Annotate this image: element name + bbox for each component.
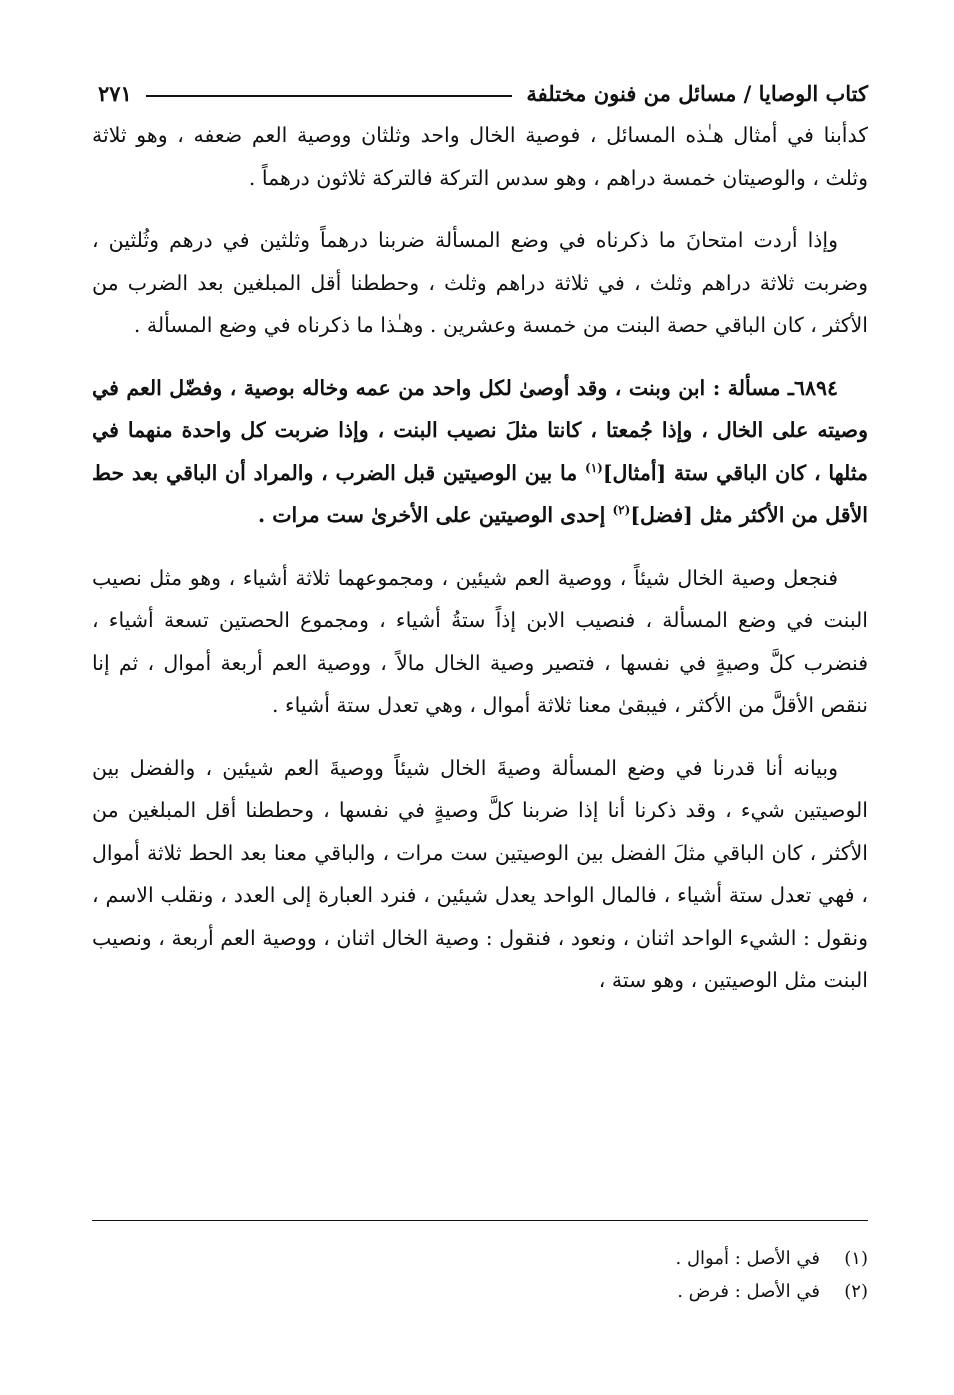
footnote-ref-2: (٢) — [612, 503, 631, 518]
masala-text-a: ٦٨٩٤ـ مسألة : ابن وبنت ، وقد أوصىٰ لكل واحد من عمه وخاله بوصية ، وفضّل العم في وصيته على الخال ، وإذا جُمعتا ، كانتا مثلَ نصيب البنت ، وإذا ضربت كل واحدة منهما في مثلها ، كان الباقي ستة [أمثال] — [92, 375, 868, 485]
footnote-2-text: في الأصل : فرض . — [677, 1281, 820, 1302]
masala-text-c: إحدى الوصيتين على الأخرىٰ ست مرات . — [257, 503, 613, 527]
footnote-1 — [92, 1242, 868, 1275]
paragraph-4: فنجعل وصية الخال شيئاً ، ووصية العم شيئين ، ومجموعهما ثلاثة أشياء ، وهو مثل نصيب البنت في وضع المسألة ، فنصيب الابن إذاً ستةُ أشياء ، ومجموع الحصتين تسعة أشياء ، فنضرب كلَّ وصيةٍ في نفسها ، فتصير وصية الخال مالاً ، ووصية العم أربعة أموال ، ثم إنا ننقص الأقلَّ من الأكثر ، فيبقىٰ معنا ثلاثة أموال ، وهي تعدل ستة أشياء . — [92, 565, 868, 717]
footnote-1-number: (١) — [844, 1248, 868, 1269]
footnote-2 — [92, 1275, 868, 1308]
running-header — [92, 72, 868, 114]
footnote-divider — [92, 1220, 868, 1221]
paragraph-3-masala — [92, 367, 868, 537]
paragraph-1: كدأبنا في أمثال هـٰذه المسائل ، فوصية الخال واحد وثلثان ووصية العم ضعفه ، وهو ثلاثة وثلث ، والوصيتان خمسة دراهم ، وهو سدس التركة فالتركة ثلاثون درهماً . — [92, 123, 868, 190]
page-number: ٢٧١ — [98, 80, 132, 106]
header-rule — [146, 95, 513, 97]
footnote-ref-1: (١) — [585, 460, 603, 475]
paragraph-2: وإذا أردت امتحانَ ما ذكرناه في وضع المسألة ضربنا درهماً وثلثين في درهم وثُلثين ، وضربت ثلاثة دراهم وثلث ، في ثلاثة دراهم وثلث ، وحططنا أقل المبلغين بعد الضرب من الأكثر ، كان الباقي حصة البنت من خمسة وعشرين . وهـٰذا ما ذكرناه في وضع المسألة . — [92, 228, 868, 337]
book-page — [92, 72, 868, 1372]
footnote-2-number: (٢) — [844, 1281, 868, 1302]
masala-text-b: ما بين الوصيتين قبل الضرب ، والمراد أن الباقي بعد حط الأقل من الأكثر مثل [فضل] — [92, 460, 868, 527]
paragraph-5: وبيانه أنا قدرنا في وضع المسألة وصيةَ الخال شيئاً ووصيةَ العم شيئين ، والفضل بين الوصيتين شيء ، وقد ذكرنا أنا إذا ضربنا كلَّ وصيةٍ في نفسها ، وحططنا أقل المبلغين من الأكثر ، كان الباقي مثلَ الفضل بين الوصيتين ست مرات ، والباقي معنا بعد الحط ثلاثة أموال ، فهي تعدل ستة أشياء ، فالمال الواحد يعدل شيئين ، فنرد العبارة إلى العدد ، ونقلب الاسم ، ونقول : الشيء الواحد اثنان ، ونعود ، فنقول : وصية الخال اثنان ، ووصية العم أربعة ، ونصيب البنت مثل الوصيتين ، وهو ستة ، — [92, 755, 868, 992]
footnotes — [92, 1242, 868, 1308]
footnote-1-text: في الأصل : أموال . — [675, 1248, 820, 1269]
header-title: كتاب الوصايا / مسائل من فنون مختلفة — [526, 80, 868, 106]
